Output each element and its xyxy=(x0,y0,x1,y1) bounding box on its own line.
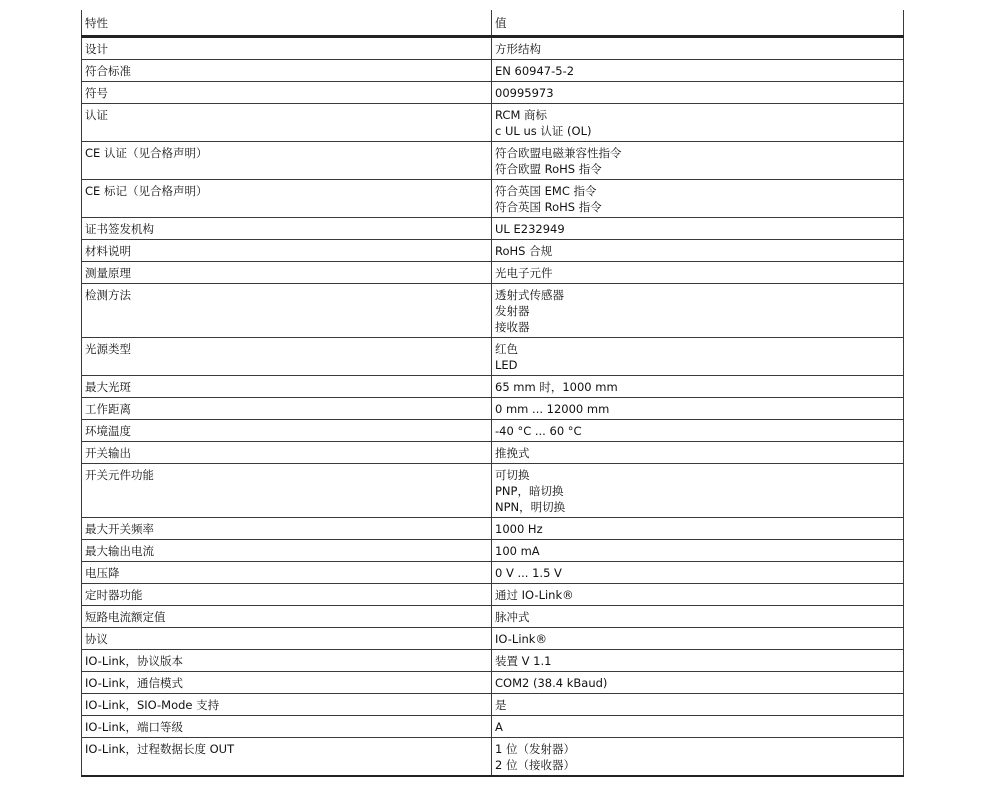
value-line: 0 V ... 1.5 V xyxy=(495,566,562,580)
value-line: 通过 IO-Link® xyxy=(495,588,574,602)
table-row xyxy=(82,180,904,218)
value-cell xyxy=(492,628,904,650)
property-cell: 协议 xyxy=(82,628,492,650)
table-row xyxy=(82,420,904,442)
table-row xyxy=(82,284,904,338)
value-cell xyxy=(492,180,904,218)
property-cell: 最大开关频率 xyxy=(82,518,492,540)
value-line: 符合英国 RoHS 指令 xyxy=(495,200,602,214)
property-cell: CE 认证（见合格声明） xyxy=(82,142,492,180)
header-value: 值 xyxy=(492,10,904,37)
property-cell: 环境温度 xyxy=(82,420,492,442)
value-line: 1000 Hz xyxy=(495,522,543,536)
value-line: A xyxy=(495,720,503,734)
value-line: 65 mm 时，1000 mm xyxy=(495,380,618,394)
value-cell xyxy=(492,240,904,262)
value-cell xyxy=(492,442,904,464)
property-cell: 开关输出 xyxy=(82,442,492,464)
table-row xyxy=(82,606,904,628)
value-line: 方形结构 xyxy=(495,42,541,56)
value-line: IO-Link® xyxy=(495,632,547,646)
value-line: 00995973 xyxy=(495,86,554,100)
value-cell xyxy=(492,142,904,180)
value-cell xyxy=(492,82,904,104)
property-cell: CE 标记（见合格声明） xyxy=(82,180,492,218)
property-cell: 设计 xyxy=(82,37,492,60)
value-line: 符合英国 EMC 指令 xyxy=(495,184,597,198)
value-line: NPN，明切换 xyxy=(495,500,566,514)
table-row xyxy=(82,218,904,240)
value-cell xyxy=(492,584,904,606)
table-row xyxy=(82,240,904,262)
value-cell xyxy=(492,398,904,420)
value-line: RoHS 合规 xyxy=(495,244,553,258)
table-row xyxy=(82,650,904,672)
value-cell xyxy=(492,716,904,738)
property-cell: IO-Link，通信模式 xyxy=(82,672,492,694)
value-cell xyxy=(492,338,904,376)
value-line: 100 mA xyxy=(495,544,540,558)
table-row xyxy=(82,82,904,104)
table-row xyxy=(82,672,904,694)
value-line: 脉冲式 xyxy=(495,610,530,624)
table-row xyxy=(82,338,904,376)
property-cell: 材料说明 xyxy=(82,240,492,262)
value-line: COM2 (38.4 kBaud) xyxy=(495,676,608,690)
value-line: 推挽式 xyxy=(495,446,530,460)
property-cell: 电压降 xyxy=(82,562,492,584)
value-cell xyxy=(492,37,904,60)
value-line: 透射式传感器 xyxy=(495,288,564,302)
table-row xyxy=(82,562,904,584)
value-line: 符合欧盟 RoHS 指令 xyxy=(495,162,602,176)
value-line: 2 位（接收器） xyxy=(495,758,575,772)
property-cell: 认证 xyxy=(82,104,492,142)
value-cell xyxy=(492,262,904,284)
table-row xyxy=(82,376,904,398)
value-line: -40 °C ... 60 °C xyxy=(495,424,582,438)
spec-table xyxy=(81,10,904,777)
value-cell xyxy=(492,540,904,562)
value-line: 接收器 xyxy=(495,320,530,334)
value-cell xyxy=(492,464,904,518)
value-cell xyxy=(492,104,904,142)
property-cell: 工作距离 xyxy=(82,398,492,420)
value-cell xyxy=(492,606,904,628)
property-cell: IO-Link，协议版本 xyxy=(82,650,492,672)
value-line: 0 mm ... 12000 mm xyxy=(495,402,610,416)
table-row xyxy=(82,104,904,142)
table-body xyxy=(82,37,904,777)
table-row xyxy=(82,694,904,716)
property-cell: 测量原理 xyxy=(82,262,492,284)
table-row xyxy=(82,518,904,540)
table-row xyxy=(82,716,904,738)
table-row xyxy=(82,37,904,60)
value-cell xyxy=(492,562,904,584)
value-line: 可切换 xyxy=(495,468,530,482)
table-row xyxy=(82,442,904,464)
value-line: 发射器 xyxy=(495,304,530,318)
table-header-row xyxy=(82,10,904,37)
property-cell: 定时器功能 xyxy=(82,584,492,606)
property-cell: 短路电流额定值 xyxy=(82,606,492,628)
property-cell: IO-Link，端口等级 xyxy=(82,716,492,738)
table-row xyxy=(82,628,904,650)
header-property: 特性 xyxy=(82,10,492,37)
property-cell: 最大输出电流 xyxy=(82,540,492,562)
value-cell xyxy=(492,284,904,338)
value-cell xyxy=(492,60,904,82)
table-row xyxy=(82,262,904,284)
value-line: RCM 商标 xyxy=(495,108,548,122)
table-row xyxy=(82,540,904,562)
value-cell xyxy=(492,738,904,777)
table-row xyxy=(82,60,904,82)
property-cell: 符合标准 xyxy=(82,60,492,82)
value-line: 是 xyxy=(495,698,507,712)
property-cell: IO-Link，过程数据长度 OUT xyxy=(82,738,492,777)
property-cell: 光源类型 xyxy=(82,338,492,376)
value-line: 光电子元件 xyxy=(495,266,553,280)
value-line: c UL us 认证 (OL) xyxy=(495,124,592,138)
table-row xyxy=(82,738,904,777)
table-row xyxy=(82,584,904,606)
property-cell: 证书签发机构 xyxy=(82,218,492,240)
value-line: 1 位（发射器） xyxy=(495,742,575,756)
value-line: EN 60947-5-2 xyxy=(495,64,575,78)
property-cell: 开关元件功能 xyxy=(82,464,492,518)
value-line: 装置 V 1.1 xyxy=(495,654,552,668)
property-cell: IO-Link，SIO-Mode 支持 xyxy=(82,694,492,716)
table-row xyxy=(82,398,904,420)
value-cell xyxy=(492,376,904,398)
property-cell: 最大光斑 xyxy=(82,376,492,398)
value-line: 红色 xyxy=(495,342,518,356)
value-line: 符合欧盟电磁兼容性指令 xyxy=(495,146,622,160)
value-line: LED xyxy=(495,358,518,372)
value-cell xyxy=(492,650,904,672)
value-cell xyxy=(492,518,904,540)
value-cell xyxy=(492,420,904,442)
value-line: UL E232949 xyxy=(495,222,565,236)
value-line: PNP，暗切换 xyxy=(495,484,564,498)
value-cell xyxy=(492,672,904,694)
table-row xyxy=(82,464,904,518)
property-cell: 检测方法 xyxy=(82,284,492,338)
value-cell xyxy=(492,218,904,240)
table-row xyxy=(82,142,904,180)
value-cell xyxy=(492,694,904,716)
property-cell: 符号 xyxy=(82,82,492,104)
